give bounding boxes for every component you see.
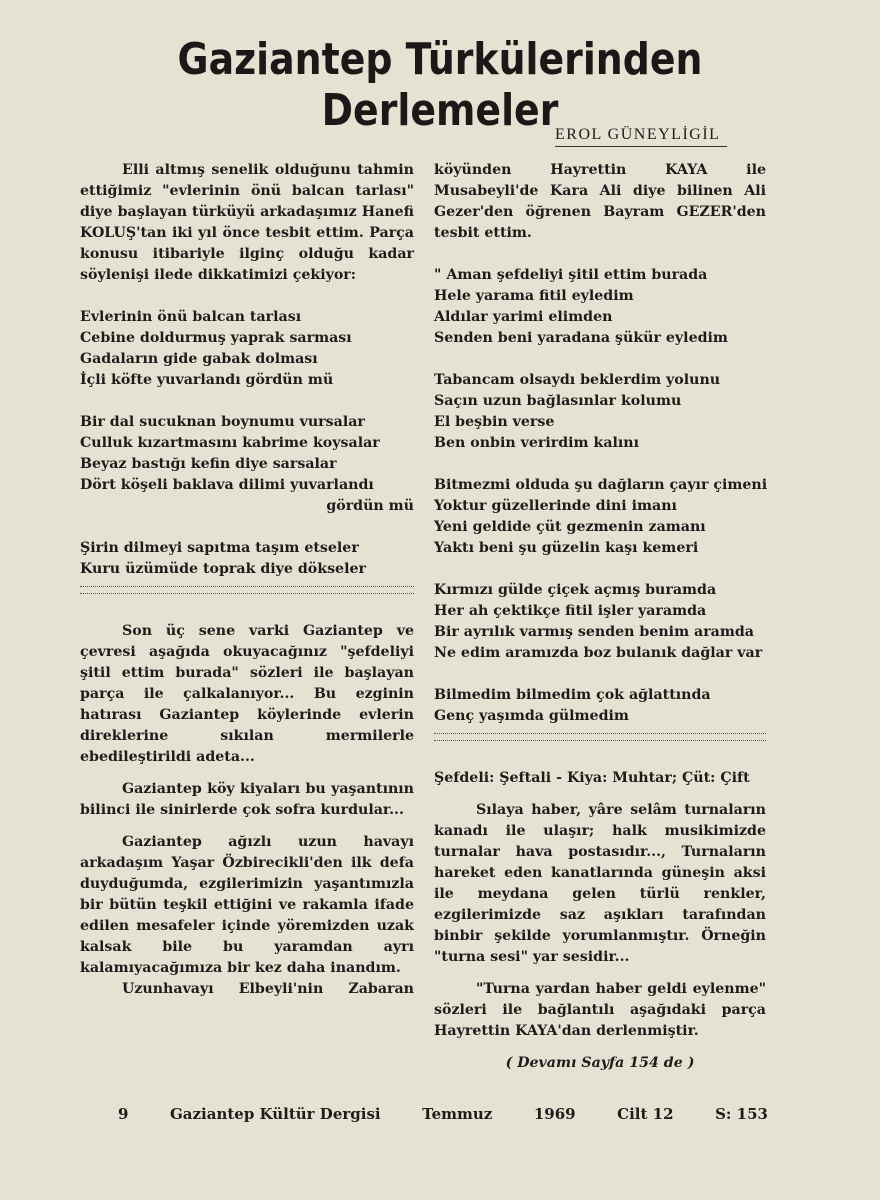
author-name: EROL GÜNEYLİGİL: [555, 126, 727, 147]
verse-line: Ne edim aramızda boz bulanık dağlar var: [434, 645, 763, 661]
verse-line: Genç yaşımda gülmedim: [434, 708, 629, 724]
volume-number: Cilt 12: [617, 1105, 674, 1123]
verse-stanza: [434, 580, 766, 664]
verse-line: Tabancam olsaydı beklerdim yolunu: [434, 372, 721, 388]
body-paragraph: Uzunhavayı Elbeyli'nin Zabaran: [122, 981, 414, 997]
page-title: Gaziantep Türkülerinden Derlemeler: [177, 34, 703, 136]
verse-line: Hele yarama fitil eyledim: [434, 288, 634, 304]
verse-stanza: [80, 307, 414, 391]
verse-line: Culluk kızartmasını kabrime koysalar: [80, 435, 380, 451]
verse-stanza: [434, 685, 766, 727]
verse-line: " Aman şefdeliyi şitil ettim burada: [434, 267, 708, 283]
verse-stanza: [80, 412, 414, 517]
body-paragraph: Son üç sene varki Gaziantep ve çevresi aşağıda okuyacağınız "şefdeliyi şitil ettim burada" sözleri ile başlayan parça ile çalkalanıyor... Bu ezginin hatırası Gaziantep köylerinde evlerin direklerine sıkılan mermilerle ebedileştirildi adeta...: [80, 623, 414, 765]
dotted-divider: [80, 586, 414, 587]
journal-name: Gaziantep Kültür Dergisi: [169, 1105, 381, 1123]
verse-line: Şirin dilmeyi sapıtma taşım etseler: [80, 540, 359, 556]
verse-line: Aldılar yarimi elimden: [434, 309, 613, 325]
intro-paragraph: Elli altmış senelik olduğunu tahmin ettiğimiz "evlerinin önü balcan tarlası" diye başlayan türküyü arkadaşımız Hanefi KOLUŞ'tan iki yıl önce tesbit ettim. Parça konusu itibariyle ilginç olduğu kadar söylenişi ilede dikkatimizi çekiyor:: [80, 162, 414, 283]
issue-year: 1969: [533, 1105, 576, 1123]
verse-stanza: [434, 370, 766, 454]
verse-stanza: [80, 538, 414, 580]
page-number: 9: [118, 1105, 129, 1123]
verse-line: Yoktur güzellerinde dini imanı: [434, 498, 677, 514]
left-column: [80, 160, 414, 1000]
body-paragraph: Gaziantep köy kiyaları bu yaşantının bilinci ile sinirlerde çok sofra kurdular...: [80, 781, 414, 818]
verse-line: Yeni geldide çüt gezmenin zamanı: [434, 519, 706, 535]
verse-line: İçli köfte yuvarlandı gördün mü: [80, 372, 334, 388]
issue-month: Temmuz: [422, 1105, 493, 1123]
verse-line: gördün mü: [326, 498, 414, 514]
verse-line: Dört köşeli baklava dilimi yuvarlandı: [80, 477, 374, 493]
verse-line: Kuru üzümüde toprak diye dökseler: [80, 561, 366, 577]
body-paragraph: "Turna yardan haber geldi eylenme" sözleri ile bağlantılı aşağıdaki parça Hayrettin KAYA'dan derlenmiştir.: [434, 981, 766, 1039]
verse-stanza: [434, 475, 766, 559]
dotted-divider: [434, 740, 766, 741]
dotted-divider: [434, 733, 766, 734]
verse-line: El beşbin verse: [434, 414, 555, 430]
verse-line: Gadaların gide gabak dolması: [80, 351, 318, 367]
verse-line: Saçın uzun bağlasınlar kolumu: [434, 393, 682, 409]
verse-line: Ben onbin verirdim kalını: [434, 435, 639, 451]
body-paragraph: Sılaya haber, yâre selâm turnaların kanadı ile ulaşır; halk musikimizde turnalar hava postasıdır..., Turnaların hareket eden kanatlarında güneşin aksi ile meydana gelen türlü renkler, ezgilerimizde saz aşıkları tarafından binbir şekilde yorumlanmıştır. Örneğin "turna sesi" yar sesidir...: [434, 802, 766, 965]
verse-line: Senden beni yaradana şükür eyledim: [434, 330, 728, 346]
verse-line: Kırmızı gülde çiçek açmış buramda: [434, 582, 717, 598]
verse-line: Yaktı beni şu güzelin kaşı kemeri: [434, 540, 699, 556]
page-footer: [118, 1105, 768, 1123]
glossary-line: Şefdeli: Şeftali - Kiya: Muhtar; Çüt: Çift: [434, 770, 750, 786]
continued-paragraph: köyünden Hayrettin KAYA ile Musabeyli'de Kara Ali diye bilinen Ali Gezer'den öğrenen Bayram GEZER'den tesbit ettim.: [434, 162, 766, 241]
verse-line: Beyaz bastığı kefin diye sarsalar: [80, 456, 337, 472]
verse-line: Bilmedim bilmedim çok ağlattında: [434, 687, 711, 703]
verse-line: Bir dal sucuknan boynumu vursalar: [80, 414, 365, 430]
verse-line: Cebine doldurmuş yaprak sarması: [80, 330, 352, 346]
verse-line: Bitmezmi olduda şu dağların çayır çimeni: [434, 477, 768, 493]
issue-number: S: 153: [715, 1105, 768, 1123]
verse-line: Bir ayrılık varmış senden benim aramda: [434, 624, 755, 640]
dotted-divider: [80, 593, 414, 594]
verse-line: Evlerinin önü balcan tarlası: [80, 309, 302, 325]
verse-stanza: [434, 265, 766, 349]
verse-line: Her ah çektikçe fitil işler yaramda: [434, 603, 707, 619]
continued-note: ( Devamı Sayfa 154 de ): [505, 1055, 695, 1071]
body-paragraph: Gaziantep ağızlı uzun havayı arkadaşım Yaşar Özbirecikli'den ilk defa duyduğumda, ezgilerimizin yaşantımızla bir bütün teşkil ettiğini ve rakamla ifade edilen mesafeler içinde yöremizden uzak kalsak bile bu yaramdan ayrı kalamıyacağımıza bir kez daha inandım.: [80, 834, 414, 976]
right-column: [434, 160, 766, 1074]
